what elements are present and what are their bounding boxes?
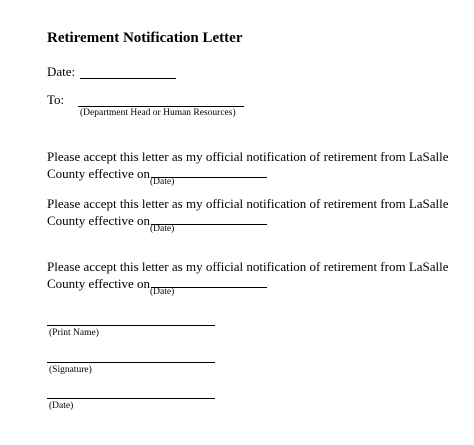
to-field[interactable]	[78, 106, 244, 107]
notification-paragraph	[47, 258, 474, 292]
print-name-caption: (Print Name)	[49, 328, 99, 338]
paragraph-line: County effective on	[47, 213, 151, 228]
date-label: Date:	[47, 64, 76, 79]
paragraph-line: Please accept this letter as my official notification of retirement from LaSalle	[47, 149, 449, 164]
paragraph-line: Please accept this letter as my official notification of retirement from LaSalle	[47, 259, 449, 274]
effective-date-caption: (Date)	[150, 177, 175, 187]
paragraph-line: Please accept this letter as my official notification of retirement from LaSalle	[47, 196, 449, 211]
letter-title: Retirement Notification Letter	[47, 30, 243, 46]
signature-caption: (Signature)	[49, 365, 92, 375]
notification-paragraph	[47, 195, 474, 229]
signature-field[interactable]	[47, 362, 215, 363]
signature-date-caption: (Date)	[49, 401, 74, 411]
notification-paragraph	[47, 148, 474, 182]
paragraph-line: County effective on	[47, 276, 151, 291]
date-field[interactable]	[80, 78, 176, 79]
effective-date-caption: (Date)	[150, 287, 175, 297]
effective-date-caption: (Date)	[150, 224, 175, 234]
to-caption: (Department Head or Human Resources)	[80, 108, 236, 118]
signature-date-field[interactable]	[47, 398, 215, 399]
to-label: To:	[47, 92, 65, 107]
paragraph-line: County effective on	[47, 166, 151, 181]
print-name-field[interactable]	[47, 325, 215, 326]
